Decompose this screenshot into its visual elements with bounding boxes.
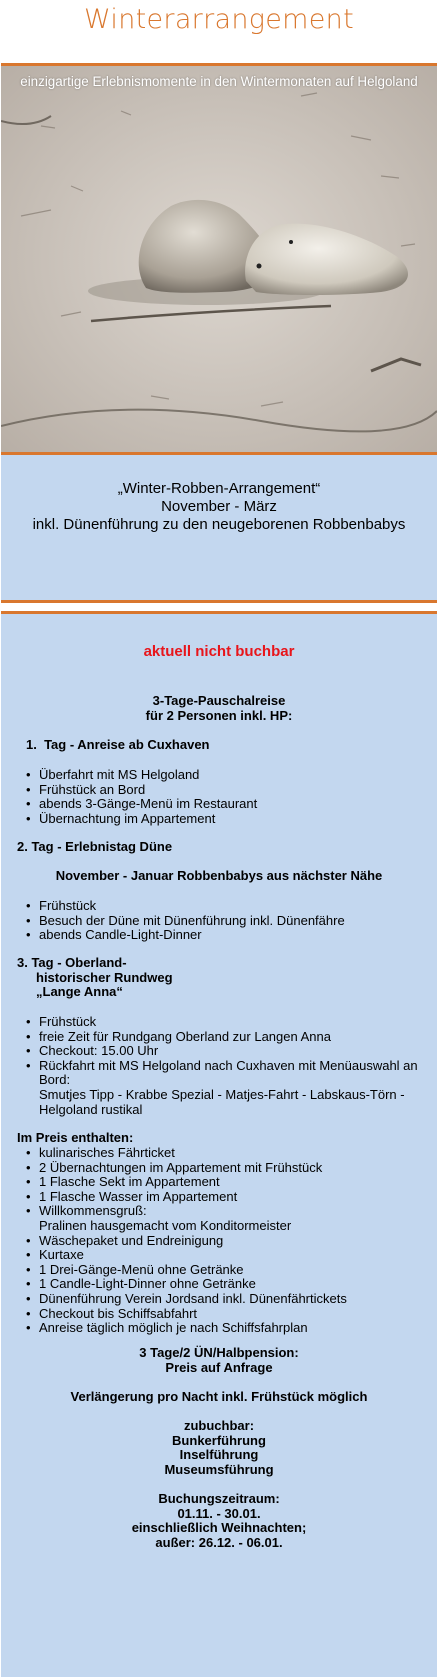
list-item: • Frühstück xyxy=(19,1015,429,1030)
bookable-item: Museumsführung xyxy=(164,1462,274,1477)
list-item: • Frühstück xyxy=(19,899,429,914)
extension-text: Verlängerung pro Nacht inkl. Frühstück möglich xyxy=(70,1389,368,1404)
price-line-1: 3 Tage/2 ÜN/Halbpension: xyxy=(139,1345,299,1360)
included-list xyxy=(19,1146,429,1336)
status-text: aktuell nicht buchbar xyxy=(143,643,295,660)
return-trip-line-4: Helgoland rustikal xyxy=(39,1101,143,1117)
list-item: • Checkout: 15.00 Uhr xyxy=(19,1044,429,1059)
day2-note: November - Januar Robbenbabys aus nächster Nähe xyxy=(55,868,383,883)
booking-heading: Buchungszeitraum: xyxy=(158,1491,280,1506)
package-line-2: für 2 Personen inkl. HP: xyxy=(145,708,293,723)
list-item: • Überfahrt mit MS Helgoland xyxy=(19,768,429,783)
list-item xyxy=(19,1059,429,1117)
list-item: • Wäschepaket und Endreinigung xyxy=(19,1234,429,1249)
list-item: • Anreise täglich möglich je nach Schiffsfahrplan xyxy=(19,1321,429,1336)
day1-list xyxy=(19,768,429,826)
list-item: • 1 Flasche Sekt im Appartement xyxy=(19,1175,429,1190)
list-item: • Kurtaxe xyxy=(19,1248,429,1263)
list-item: • abends Candle-Light-Dinner xyxy=(19,928,429,943)
return-trip-line-3: Smutjes Tipp - Krabbe Spezial - Matjes-Fahrt - Labskaus-Törn - xyxy=(39,1086,405,1102)
list-item: • freie Zeit für Rundgang Oberland zur Langen Anna xyxy=(19,1030,429,1045)
bookable-item: Inselführung xyxy=(179,1447,259,1462)
day2-heading: 2. Tag - Erlebnistag Düne xyxy=(17,839,173,854)
list-item: • Dünenführung Verein Jordsand inkl. Dünenfährtickets xyxy=(19,1292,429,1307)
return-trip-line-1: • Rückfahrt mit MS Helgoland nach Cuxhaven mit Menüauswahl an xyxy=(39,1057,418,1073)
list-item: • 2 Übernachtungen im Appartement mit Frühstück xyxy=(19,1161,429,1176)
day2-list xyxy=(19,899,429,943)
list-item: • 1 Drei-Gänge-Menü ohne Getränke xyxy=(19,1263,429,1278)
photo-caption: einzigartige Erlebnismomente in den Wintermonaten auf Helgoland xyxy=(20,74,418,89)
return-trip-line-2: Bord: xyxy=(39,1072,71,1088)
list-item: • Übernachtung im Appartement xyxy=(19,812,429,827)
booking-except: außer: 26.12. - 06.01. xyxy=(155,1535,283,1550)
welcome-line-2: Pralinen hausgemacht vom Konditormeister xyxy=(39,1217,292,1233)
booking-incl: einschließlich Weihnachten; xyxy=(131,1520,307,1535)
list-item: • kulinarisches Fährticket xyxy=(19,1146,429,1161)
seal-illustration xyxy=(1,66,437,452)
list-item: • 1 Flasche Wasser im Appartement xyxy=(19,1190,429,1205)
booking-dates: 01.11. - 30.01. xyxy=(177,1506,261,1521)
page-title: Winterarrangement xyxy=(84,4,354,35)
list-item: • Checkout bis Schiffsabfahrt xyxy=(19,1307,429,1322)
list-item: • Frühstück an Bord xyxy=(19,783,429,798)
day3-heading-1: 3. Tag - Oberland- xyxy=(17,955,127,970)
welcome-line-1: • Willkommensgruß: xyxy=(39,1203,147,1219)
package-line-1: 3-Tage-Pauschalreise xyxy=(152,693,286,708)
day3-list xyxy=(19,1015,429,1117)
included-heading: Im Preis enthalten: xyxy=(17,1130,134,1145)
intro-line-2: November - März xyxy=(161,498,277,515)
price-line-2: Preis auf Anfrage xyxy=(165,1360,273,1375)
day3-heading-3: „Lange Anna“ xyxy=(36,984,123,999)
intro-line-3: inkl. Dünenführung zu den neugeborenen Robbenbabys xyxy=(32,516,406,533)
seal-photo xyxy=(1,63,437,455)
list-item: • Besuch der Düne mit Dünenführung inkl. Dünenfähre xyxy=(19,914,429,929)
day1-heading: 1. Tag - Anreise ab Cuxhaven xyxy=(26,737,210,752)
bookable-item: Bunkerführung xyxy=(172,1433,266,1448)
details-box xyxy=(1,611,437,1677)
intro-line-1: „Winter-Robben-Arrangement“ xyxy=(117,480,321,497)
list-item: • abends 3-Gänge-Menü im Restaurant xyxy=(19,797,429,812)
bookable-heading: zubuchbar: xyxy=(183,1418,255,1433)
list-item xyxy=(19,1204,429,1233)
intro-box xyxy=(1,455,437,603)
list-item: • 1 Candle-Light-Dinner ohne Getränke xyxy=(19,1277,429,1292)
day3-heading-2: historischer Rundweg xyxy=(36,970,173,985)
